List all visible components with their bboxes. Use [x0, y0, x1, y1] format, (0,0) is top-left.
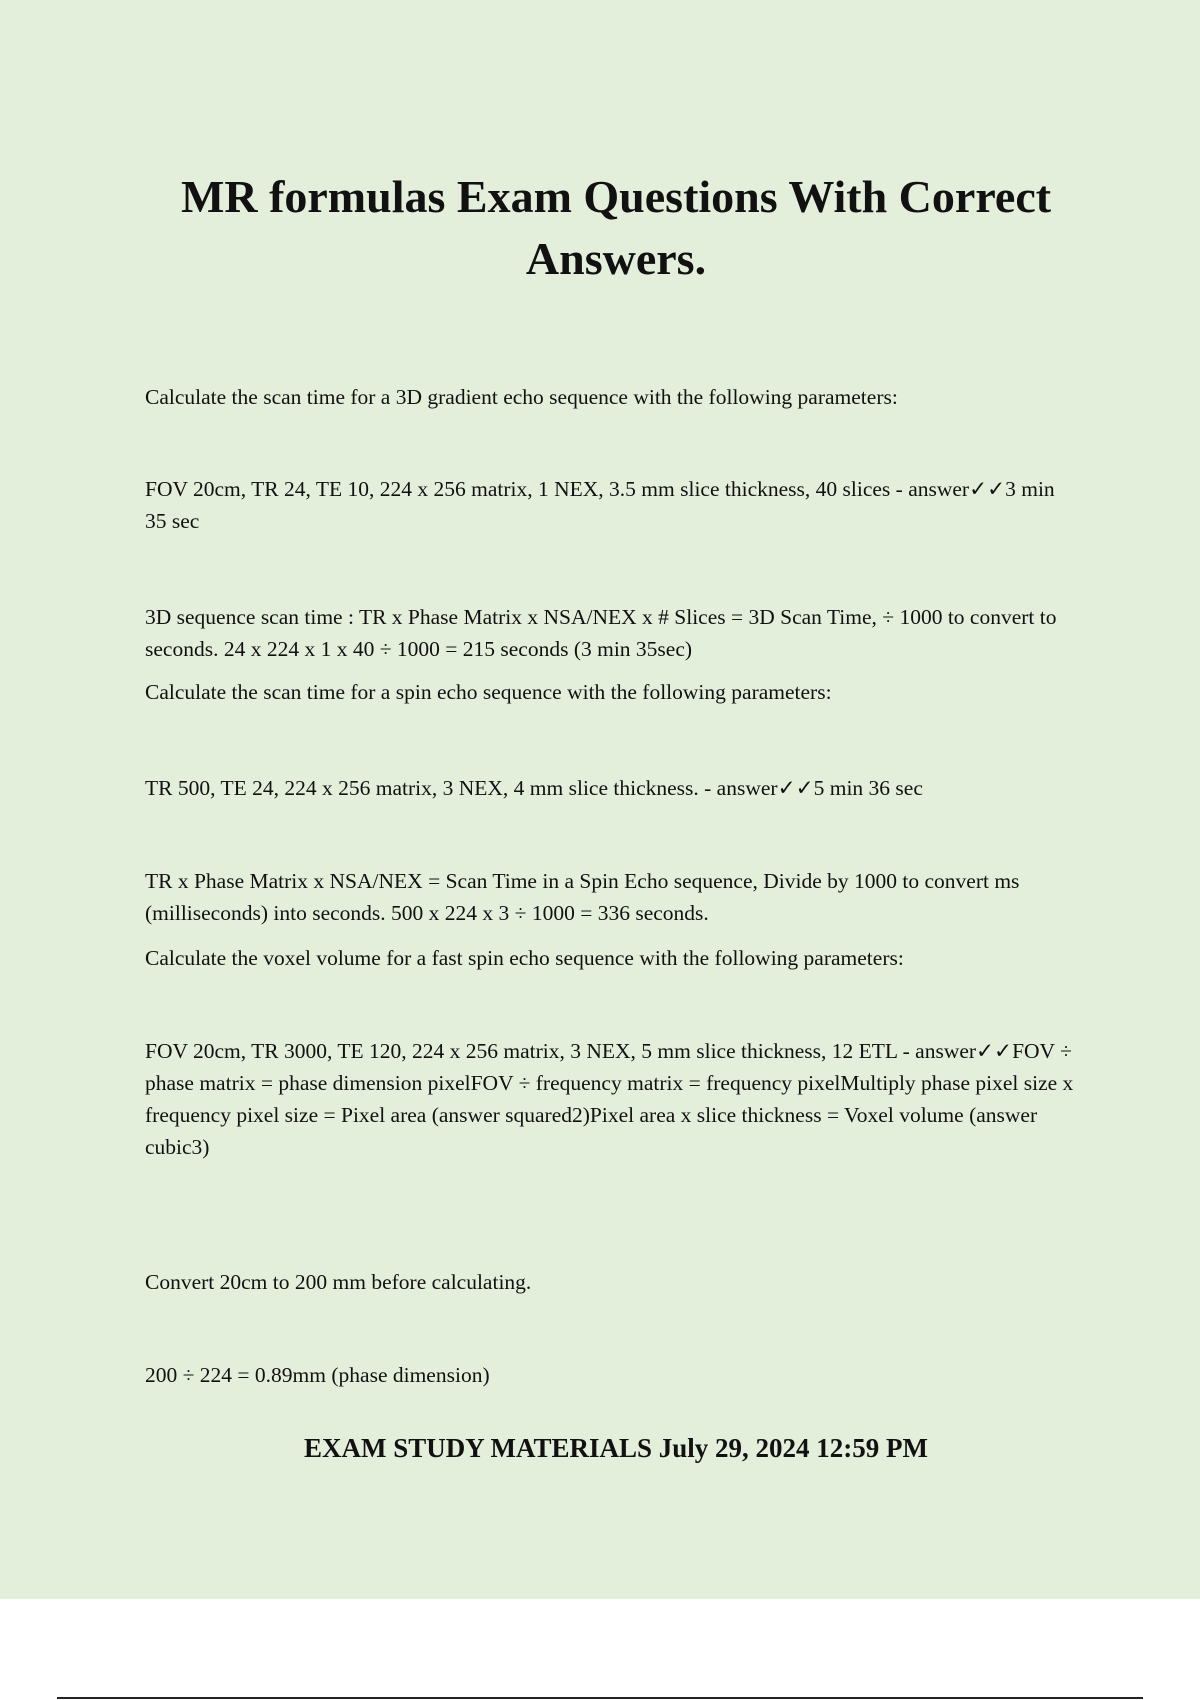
question-1-answer: FOV 20cm, TR 24, TE 10, 224 x 256 matrix, 1 NEX, 3.5 mm slice thickness, 40 slices - answer✓✓3 min 35 sec: [145, 477, 1055, 533]
question-3-prompt: Calculate the voxel volume for a fast spin echo sequence with the following parameters:: [145, 946, 904, 970]
document-footer: EXAM STUDY MATERIALS July 29, 2024 12:59 PM: [303, 1433, 929, 1463]
bottom-divider: [57, 1697, 1143, 1699]
phase-dimension-calculation: 200 ÷ 224 = 0.89mm (phase dimension): [145, 1363, 490, 1387]
question-3-answer: FOV 20cm, TR 3000, TE 120, 224 x 256 matrix, 3 NEX, 5 mm slice thickness, 12 ETL - answer✓✓FOV ÷ phase matrix = phase dimension pixelFOV ÷ frequency matrix = frequency pixelMultiply phase pixel size x frequency pixel size = Pixel area (answer squared2)Pixel area x slice thickness = Voxel volume (answer cubic3): [145, 1039, 1074, 1159]
document-title: MR formulas Exam Questions With Correct Answers.: [180, 171, 1052, 284]
question-1-prompt: Calculate the scan time for a 3D gradient echo sequence with the following parameters:: [145, 385, 898, 409]
conversion-note: Convert 20cm to 200 mm before calculating.: [145, 1270, 532, 1294]
question-2-answer: TR 500, TE 24, 224 x 256 matrix, 3 NEX, 4 mm slice thickness. - answer✓✓5 min 36 sec: [145, 776, 923, 800]
question-1-explanation: 3D sequence scan time : TR x Phase Matrix x NSA/NEX x # Slices = 3D Scan Time, ÷ 1000 to convert to seconds. 24 x 224 x 1 x 40 ÷ 1000 = 215 seconds (3 min 35sec): [145, 605, 1057, 661]
question-2-prompt: Calculate the scan time for a spin echo sequence with the following parameters:: [145, 680, 832, 704]
question-2-explanation: TR x Phase Matrix x NSA/NEX = Scan Time in a Spin Echo sequence, Divide by 1000 to convert ms (milliseconds) into seconds. 500 x 224 x 3 ÷ 1000 = 336 seconds.: [145, 869, 1020, 925]
